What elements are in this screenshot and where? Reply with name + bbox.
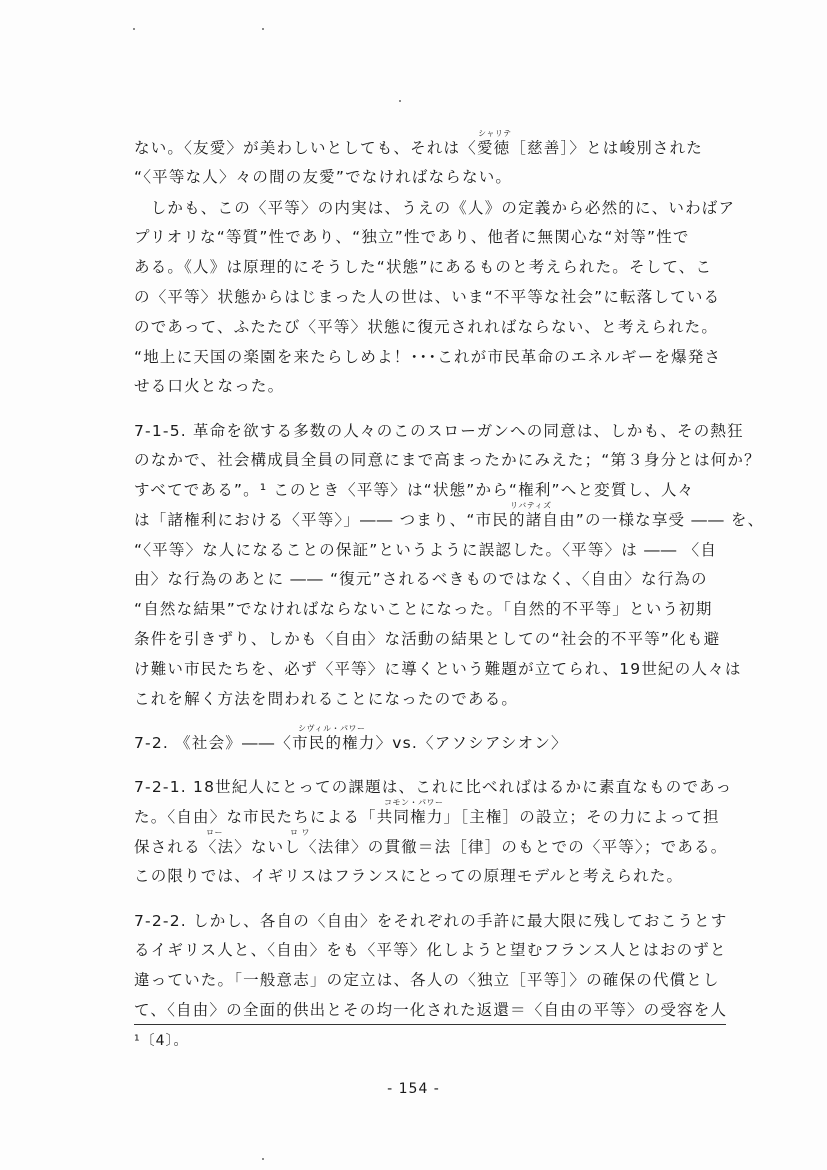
ruby-annotation: コモン・パワー bbox=[384, 798, 444, 807]
section-paragraph-line: 7-2-2. しかし、各自の〈自由〉をそれぞれの手許に最大限に残しておこうとす bbox=[134, 912, 728, 930]
section-heading: 7-2. 《社会》――〈市民的権力〉vs.〈アソシアシオン〉 bbox=[134, 734, 568, 752]
section-paragraph-line: 7-2-1. 18世紀人にとっての課題は、これに比べればはるかに素直なものであっ bbox=[134, 778, 733, 796]
body-text-line: すべてである”。¹ このとき〈平等〉は“状態”から“権利”へと変質し、人々 bbox=[134, 481, 695, 499]
body-text-line: せる口火となった。 bbox=[134, 377, 285, 395]
scan-speck bbox=[133, 28, 135, 30]
ruby-annotation: ロ ワ bbox=[290, 828, 311, 837]
body-text-line: て、〈自由〉の全面的供出とその均一化された返還＝〈自由の平等〉の受容を人 bbox=[134, 1001, 728, 1019]
body-text-line: ある。《人》は原理的にそうした“状態”にあるものと考えられた。そして、こ bbox=[134, 258, 713, 276]
body-text-line: の〈平等〉状態からはじまった人の世は、いま“不平等な社会”に転落している bbox=[134, 288, 721, 306]
footnote-rule bbox=[134, 1024, 726, 1025]
ruby-annotation: シヴィル・パワー bbox=[298, 724, 366, 733]
body-text-line: プリオリな“等質”性であり、“独立”性であり、他者に無関心な“対等”性で bbox=[134, 228, 690, 246]
body-text-line: のなかで、社会構成員全員の同意にまで高まったかにみえた；“第３身分とは何か？ bbox=[134, 451, 761, 469]
body-text-line: 由〉な行為のあとに ―― “復元”されるべきものではなく、〈自由〉な行為の bbox=[134, 570, 708, 588]
body-text-line: これを解く方法を問われることになったのである。 bbox=[134, 690, 519, 708]
body-text-line: 保される〈法〉ないし〈法律〉の貫徹＝法［律］のもとでの〈平等〉；である。 bbox=[134, 838, 728, 856]
scan-speck bbox=[399, 100, 401, 102]
body-text-line: ない。〈友愛〉が美わしいとしても、それは〈愛徳［慈善］〉とは峻別された bbox=[134, 139, 704, 157]
page-number: - 154 - bbox=[387, 1081, 440, 1097]
scan-speck bbox=[262, 28, 264, 30]
body-text-line: しかも、この〈平等〉の内実は、うえの《人》の定義から必然的に、いわばア bbox=[134, 199, 736, 217]
footnote: ¹〔4〕。 bbox=[134, 1033, 189, 1049]
body-text-line: “〈平等な人〉々の間の友愛”でなければならない。 bbox=[134, 168, 513, 186]
body-text-line: は「諸権利における〈平等〉」―― つまり、“市民的諸自由”の一様な享受 ―― を、 bbox=[134, 511, 765, 529]
section-paragraph-line: 7-1-5. 革命を欲する多数の人々のこのスローガンへの同意は、しかも、その熱狂 bbox=[134, 422, 744, 440]
body-text-line: “自然な結果”でなければならないことになった。「自然的不平等」という初期 bbox=[134, 600, 713, 618]
ruby-annotation: リバティズ bbox=[510, 501, 552, 510]
body-text-line: この限りでは、イギリスはフランスにとっての原理モデルと考えられた。 bbox=[134, 867, 684, 885]
ruby-annotation: シャリテ bbox=[478, 129, 512, 138]
body-text-line: 違っていた。「一般意志」の定立は、各人の〈独立［平等］〉の確保の代償とし bbox=[134, 971, 720, 989]
body-text-line: “〈平等〉な人になることの保証”というように誤認した。〈平等〉は ―― 〈自 bbox=[134, 541, 718, 559]
ruby-annotation: ロー bbox=[206, 828, 223, 837]
scan-speck bbox=[262, 1158, 264, 1160]
body-text-line: た。〈自由〉な市民たちによる「共同権力」［主権］の設立；その力によって担 bbox=[134, 808, 720, 826]
body-text-line: “地上に天国の楽園を来たらしめよ！･･･これが市民革命のエネルギーを爆発さ bbox=[134, 348, 722, 366]
body-text-line: るイギリス人と、〈自由〉をも〈平等〉化しようと望むフランス人とはおのずと bbox=[134, 941, 727, 959]
body-text-line: のであって、ふたたび〈平等〉状態に復元されればならない、と考えられた。 bbox=[134, 318, 719, 336]
body-text-line: け難い市民たちを、必ず〈平等〉に導くという難題が立てられ、19世紀の人々は bbox=[134, 660, 742, 678]
body-text-line: 条件を引きずり、しかも〈自由〉な活動の結果としての“社会的不平等”化も避 bbox=[134, 630, 721, 648]
